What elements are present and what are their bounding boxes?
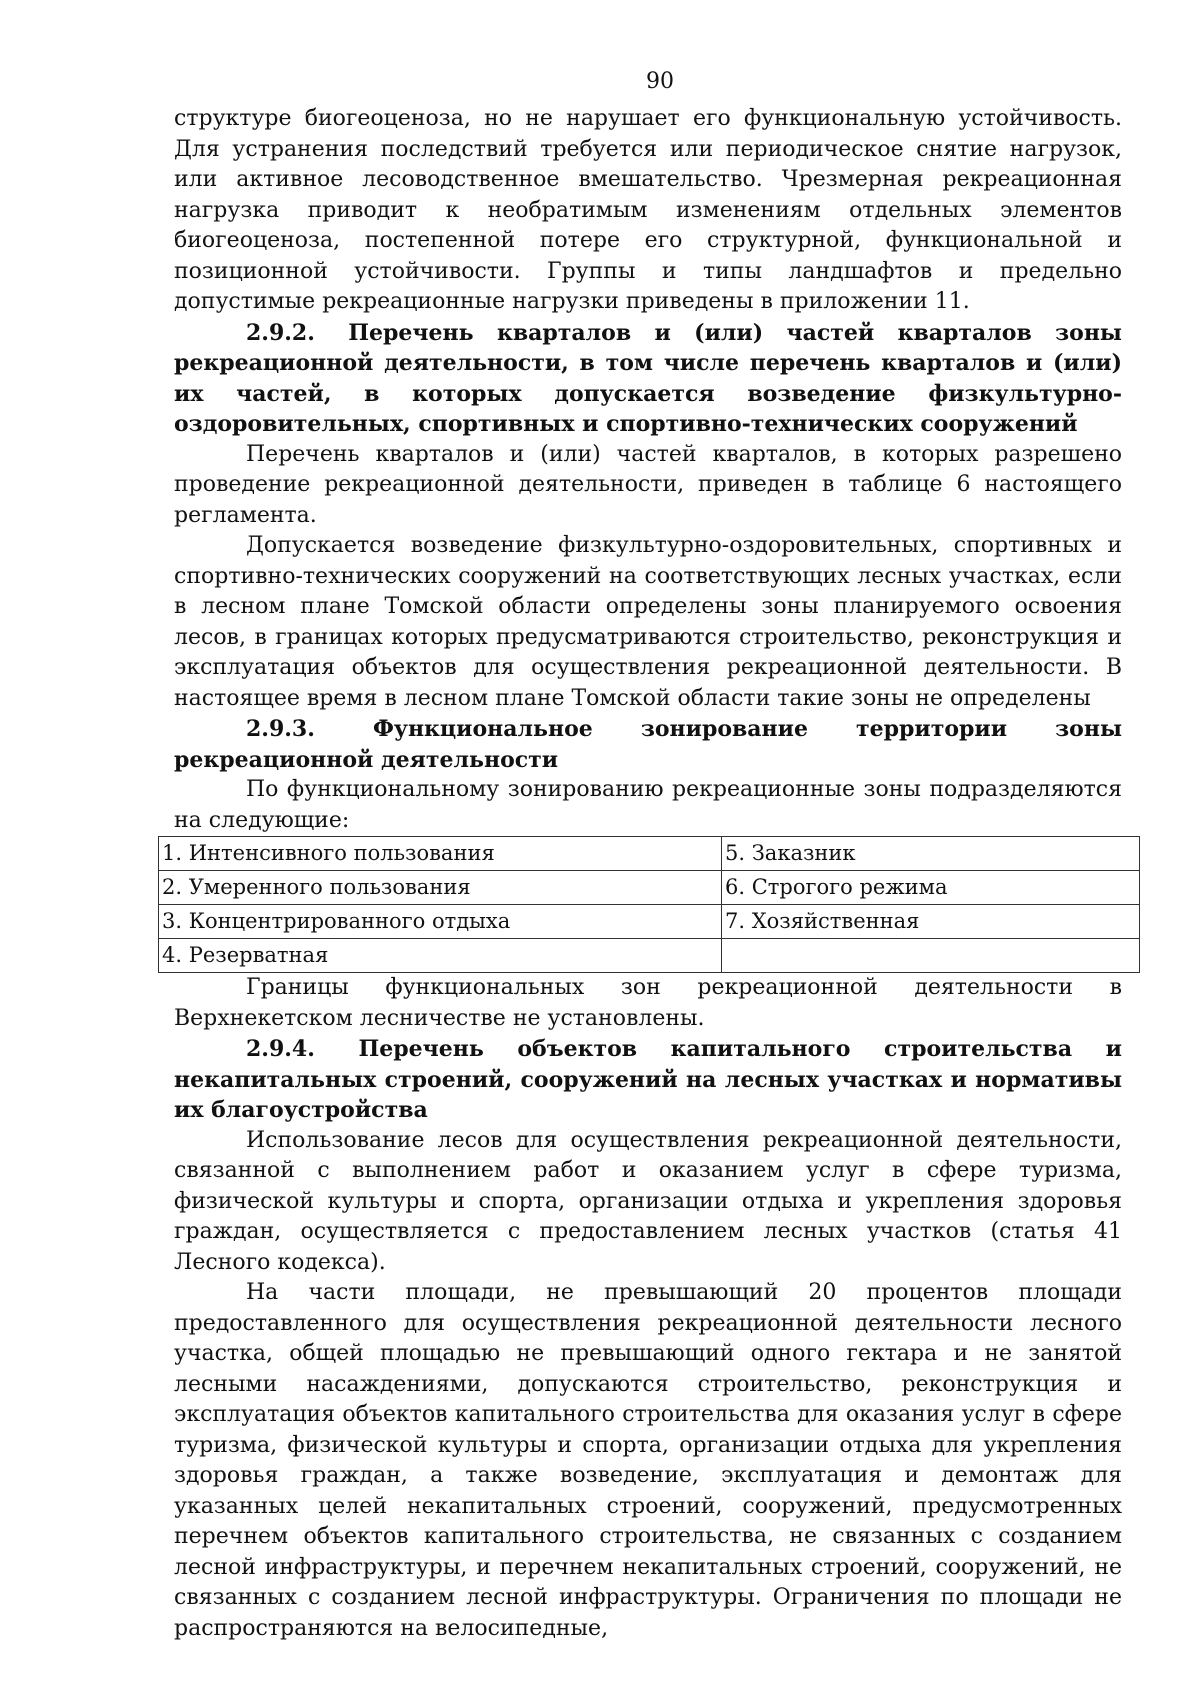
- intro-paragraph: структуре биогеоценоза, но не нарушает его функциональную устойчивость. Для устранения последствий требуется или периодическое снятие нагрузок, или активное лесоводственное вмешательство. Чрезмерная рекреационная нагрузка приводит к необратимым изменениям отдельных элементов биогеоценоза, постепенной потере его структурной, функциональной и позиционной устойчивости. Группы и типы ландшафтов и предельно допустимые рекреационные нагрузки приведены в приложении 11.: [174, 106, 1122, 314]
- paragraph: Перечень кварталов и (или) частей кварталов, в которых разрешено проведение рекреационной деятельности, приведен в таблице 6 настоящего регламента.: [174, 441, 1122, 528]
- table-cell: 3. Концентрированного отдыха: [159, 905, 722, 939]
- document-page: [162, 60, 1122, 1644]
- paragraph: Допускается возведение физкультурно-оздоровительных, спортивных и спортивно-технических сооружений на соответствующих лесных участках, если в лесном плане Томской области определены зоны планируемого освоения лесов, в границах которых предусматриваются строительство, реконструкция и эксплуатация объектов для осуществления рекреационной деятельности. В настоящее время в лесном плане Томской области такие зоны не определены: [174, 533, 1122, 711]
- paragraph: На части площади, не превышающий 20 процентов площади предоставленного для осуществления рекреационной деятельности лесного участка, общей площадью не превышающий одного гектара и не занятой лесными насаждениями, допускаются строительство, реконструкция и эксплуатация объектов капитального строительства для оказания услуг в сфере туризма, физической культуры и спорта, организации отдыха для укрепления здоровья граждан, а также возведение, эксплуатация и демонтаж для указанных целей некапитальных строений, сооружений, предусмотренных перечнем объектов капитального строительства, не связанных с созданием лесной инфраструктуры, и перечнем некапитальных строений, сооружений, не связанных с созданием лесной инфраструктуры. Ограничения по площади не распространяются на велосипедные,: [174, 1280, 1122, 1641]
- table-cell: 7. Хозяйственная: [722, 905, 1140, 939]
- table-cell: [722, 939, 1140, 973]
- section-heading-2-9-2: [174, 318, 1122, 440]
- paragraph: Использование лесов для осуществления рекреационной деятельности, связанной с выполнением работ и оказанием услуг в сфере туризма, физической культуры и спорта, организации отдыха и укрепления здоровья граждан, осуществляется с предоставлением лесных участков (статья 41 Лесного кодекса).: [174, 1127, 1122, 1275]
- table-row: [159, 871, 1140, 905]
- table-row: [159, 905, 1140, 939]
- section-heading-2-9-4: [174, 1034, 1122, 1126]
- section-title: Функциональное зонирование территории зоны рекреационной деятельности: [174, 716, 1122, 773]
- paragraph: По функциональному зонированию рекреационные зоны подразделяются на следующие:: [174, 777, 1122, 833]
- page-number: 90: [646, 69, 674, 94]
- section-number: 2.9.3.: [246, 716, 315, 742]
- table-cell: 2. Умеренного пользования: [159, 871, 722, 905]
- table-row: [159, 837, 1140, 871]
- table-cell: 6. Строгого режима: [722, 871, 1140, 905]
- zones-table: [158, 836, 1140, 973]
- section-title: Перечень объектов капитального строительства и некапитальных строений, сооружений на лесных участках и нормативы их благоустройства: [174, 1036, 1122, 1123]
- table-row: [159, 939, 1140, 973]
- table-cell: 1. Интенсивного пользования: [159, 837, 722, 871]
- section-number: 2.9.4.: [246, 1036, 315, 1062]
- section-heading-2-9-3: [174, 714, 1122, 775]
- section-title: Перечень кварталов и (или) частей кварталов зоны рекреационной деятельности, в том числе перечень кварталов и (или) их частей, в которых допускается возведение физкультурно-оздоровительных, спортивных и спортивно-технических сооружений: [174, 319, 1122, 437]
- paragraph: Границы функциональных зон рекреационной деятельности в Верхнекетском лесничестве не установлены.: [174, 975, 1122, 1031]
- section-number: 2.9.2.: [246, 319, 315, 346]
- table-cell: 4. Резерватная: [159, 939, 722, 973]
- table-cell: 5. Заказник: [722, 837, 1140, 871]
